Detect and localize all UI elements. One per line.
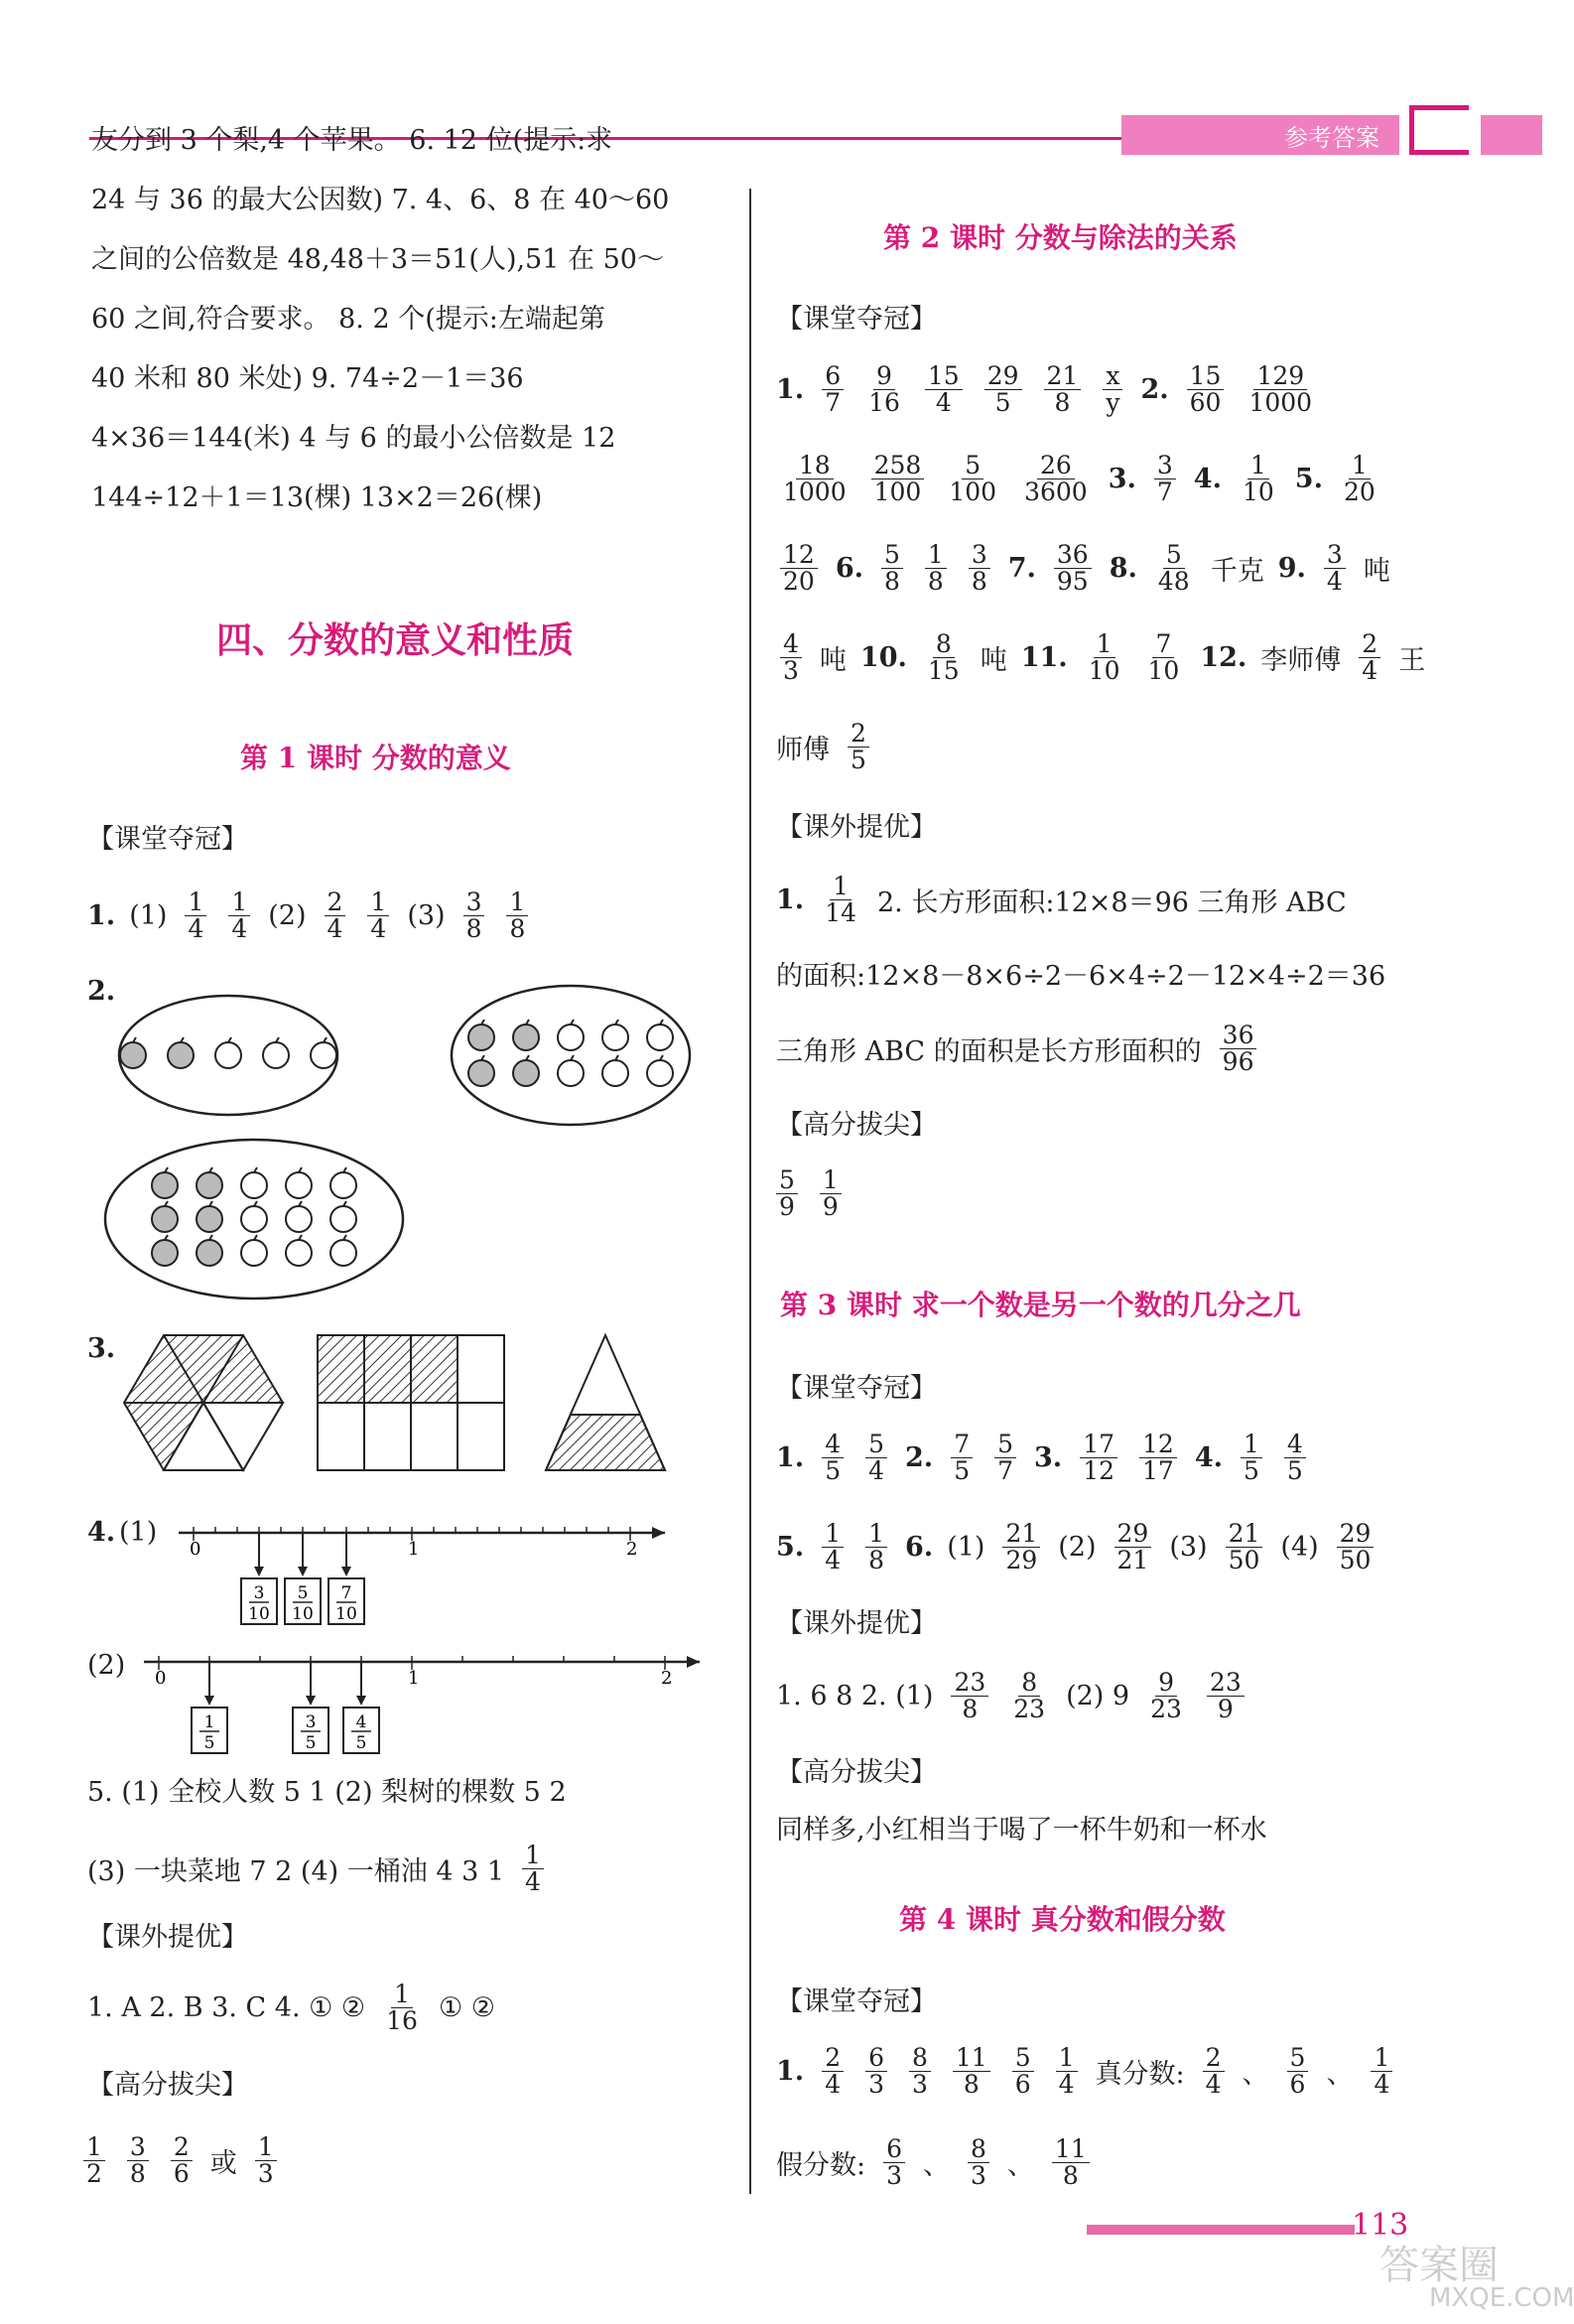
r-section-extra: 【课外提优】: [776, 812, 937, 843]
fraction: $\frac{1}{10}$: [1242, 451, 1274, 507]
lesson3-row1: [776, 1432, 1310, 1485]
lesson4-title: 第 4 课时 真分数和假分数: [899, 1903, 1226, 1936]
paragraph-line: 60 之间,符合要求。 8. 2 个(提示:左端起第: [91, 304, 605, 335]
fraction: $\frac{1}{8}$: [925, 542, 947, 596]
apple-icon: [647, 1060, 673, 1086]
lesson3-top-text: 同样多,小红相当于喝了一杯牛奶和一杯水: [776, 1815, 1267, 1846]
lesson2-row1: [776, 363, 1319, 417]
paragraph-line: 之间的公倍数是 48,48＋3＝51(人),51 在 50～: [91, 244, 664, 275]
fraction: $\frac{15}{4}$: [925, 363, 963, 417]
svg-text:5: 5: [305, 1733, 317, 1753]
paragraph-line: 144÷12＋1＝13(棵) 13×2＝26(棵): [91, 482, 543, 513]
apple-icon: [558, 1060, 584, 1086]
text: 2. 长方形面积:12×8＝96 三角形 ABC: [877, 888, 1347, 919]
text: (2): [268, 900, 307, 932]
paragraph-line: 4×36＝144(米) 4 与 6 的最小公倍数是 12: [91, 423, 616, 454]
section-top: 【高分拔尖】: [87, 2070, 248, 2101]
fraction: $\frac{2}{6}$: [171, 2134, 193, 2188]
fraction: $\frac{258}{100}$: [871, 453, 925, 506]
r-section-top: 【高分拔尖】: [776, 1110, 937, 1141]
text: 师傅: [776, 735, 830, 766]
tick-label: 1: [408, 1539, 420, 1560]
fraction: $\frac{21}{50}$: [1226, 1521, 1263, 1574]
fraction: $\frac{29}{5}$: [984, 363, 1022, 417]
apple-icon: [330, 1240, 356, 1266]
text: 9.: [1277, 553, 1306, 585]
text: 8.: [1109, 553, 1137, 585]
fraction: $\frac{1}{4}$: [822, 1521, 844, 1574]
apple-icon: [286, 1240, 312, 1266]
fraction: $\frac{2}{4}$: [325, 889, 346, 943]
svg-text:1: 1: [203, 1712, 215, 1732]
fraction: $\frac{8}{23}$: [1013, 1668, 1046, 1724]
apple-icon: [286, 1206, 312, 1232]
fraction: $\frac{9}{16}$: [868, 361, 900, 418]
lesson1-title: 第 1 课时 分数的意义: [240, 742, 511, 774]
fraction: $\frac{18}{1000}$: [783, 451, 847, 507]
lesson4-row2: [776, 2136, 1094, 2190]
fraction: $\frac{11}{8}$: [953, 2045, 990, 2099]
fraction: $\frac{17}{12}$: [1080, 1432, 1117, 1485]
text: 三角形 ABC 的面积是长方形面积的: [776, 1036, 1202, 1068]
apple-icon: [241, 1172, 267, 1198]
q5-line1: 5. (1) 全校人数 5 1 (2) 梨树的棵数 5 2: [87, 1777, 567, 1808]
header-label: 参考答案: [1284, 123, 1379, 152]
fraction: $\frac{3}{7}$: [1154, 453, 1176, 506]
svg-text:10: 10: [292, 1604, 314, 1624]
q4-label: 4.: [87, 1517, 116, 1548]
fraction: $\frac{1}{3}$: [255, 2134, 277, 2188]
q5-fraction: $\frac{1}{4}$: [522, 1843, 544, 1896]
apple-icon: [602, 1060, 628, 1086]
text: 3.: [1108, 464, 1136, 495]
extra-row2: 的面积:12×8－8×6÷2－6×4÷2－12×4÷2＝36: [776, 961, 1386, 992]
fraction: $\frac{1}{20}$: [1343, 451, 1376, 507]
apple-icon: [197, 1206, 222, 1232]
text: (1): [947, 1532, 985, 1564]
lesson3-row2: [776, 1521, 1377, 1574]
text: 吨: [980, 645, 1007, 677]
fraction: $\frac{3}{4}$: [1324, 542, 1346, 596]
text: 2.: [1140, 374, 1169, 406]
svg-text:10: 10: [335, 1604, 357, 1624]
fraction: $\frac{2}{5}$: [848, 721, 869, 774]
text: (2): [1058, 1532, 1097, 1564]
lesson2-row4: [776, 631, 1425, 685]
text: (1): [129, 900, 168, 932]
fraction: $\frac{36}{96}$: [1220, 1023, 1257, 1076]
lesson2-row2: [776, 453, 1382, 506]
tick-label: 1: [408, 1668, 420, 1689]
q3-label: 3.: [87, 1333, 116, 1364]
apple-icon: [263, 1042, 289, 1068]
text: 1.: [87, 900, 116, 932]
fraction: $\frac{2}{4}$: [1359, 631, 1380, 685]
text: 10.: [859, 642, 907, 674]
q2-apple-groups: [119, 983, 734, 1310]
apple-icon: [558, 1025, 584, 1050]
apple-icon: [468, 1025, 494, 1050]
fraction: $\frac{12}{20}$: [780, 542, 818, 596]
fraction: $\frac{5}{6}$: [1012, 2045, 1034, 2099]
apple-icon: [120, 1042, 146, 1068]
l4-section-classroom: 【课堂夺冠】: [776, 1986, 937, 2017]
number-line-2: [139, 1648, 715, 1757]
header-tab-icon: [1409, 105, 1469, 155]
text: 2.: [905, 1442, 934, 1474]
fraction: $\frac{6}{7}$: [822, 363, 844, 417]
q4-part2: (2): [87, 1650, 126, 1681]
watermark-logo: 答案圈: [1379, 2243, 1499, 2288]
left-q1: [87, 889, 532, 943]
text: 1.: [776, 885, 805, 916]
fraction: $\frac{2}{4}$: [1203, 2045, 1225, 2099]
fraction: $\frac{5}{4}$: [865, 1432, 887, 1485]
footer-bar: [1087, 2225, 1355, 2235]
text: 假分数:: [776, 2150, 866, 2182]
fraction: $\frac{12}{17}$: [1139, 1432, 1177, 1485]
lesson3-extra: [776, 1670, 1248, 1723]
fraction: $\frac{7}{10}$: [1147, 629, 1180, 686]
apple-icon: [286, 1172, 312, 1198]
apple-icon: [513, 1060, 539, 1086]
svg-text:5: 5: [297, 1583, 309, 1603]
fraction: $\frac{26}{3600}$: [1024, 451, 1088, 507]
section-classroom: 【课堂夺冠】: [87, 824, 248, 855]
apple-icon: [330, 1206, 356, 1232]
tick-label: 0: [190, 1539, 201, 1560]
apple-icon: [330, 1172, 356, 1198]
apple-icon: [152, 1206, 178, 1232]
fraction: $\frac{21}{8}$: [1044, 363, 1082, 417]
text: 吨: [1363, 556, 1390, 588]
q3-shaded-shapes: [119, 1325, 705, 1484]
fraction: $\frac{1}{8}$: [506, 889, 528, 943]
l3-section-extra: 【课外提优】: [776, 1608, 937, 1639]
extra-row1: [776, 874, 1347, 927]
text: 吨: [819, 645, 847, 677]
page-number: 113: [1352, 2208, 1409, 2243]
q4-part1: (1): [119, 1517, 158, 1548]
apple-icon: [152, 1240, 178, 1266]
fraction: $\frac{1}{8}$: [865, 1521, 887, 1574]
apple-icon: [241, 1240, 267, 1266]
extra-line: 1. A 2. B 3. C 4. ① ② $\frac{1}{16}$ ① ②: [87, 1980, 495, 2036]
apple-icon: [602, 1025, 628, 1050]
text: 、: [923, 2150, 951, 2182]
svg-text:5: 5: [203, 1733, 215, 1753]
apple-icon: [152, 1172, 178, 1198]
fraction: $\frac{29}{21}$: [1115, 1521, 1152, 1574]
q2-label: 2.: [87, 976, 116, 1007]
fraction: $\frac{1}{4}$: [185, 889, 206, 943]
apple-icon: [468, 1060, 494, 1086]
fraction: $\frac{4}{5}$: [822, 1432, 844, 1485]
fraction: $\frac{1}{2}$: [83, 2134, 105, 2188]
r-top-answers: [772, 1167, 846, 1221]
top-answers: [79, 2134, 281, 2188]
text: 、: [1326, 2059, 1354, 2091]
text: 1.: [776, 374, 805, 406]
header-end-block: [1481, 115, 1542, 155]
text: 6.: [905, 1532, 934, 1564]
fraction: $\frac{3}{8}$: [969, 542, 990, 596]
apple-icon: [168, 1042, 194, 1068]
fraction: $\frac{23}{9}$: [1207, 1670, 1245, 1723]
apple-icon: [311, 1042, 336, 1068]
text: 3.: [1034, 1442, 1063, 1474]
l3-section-classroom: 【课堂夺冠】: [776, 1373, 937, 1404]
fraction: $\frac{8}{3}$: [968, 2136, 989, 2190]
fraction: $\frac{4}{5}$: [1284, 1432, 1306, 1485]
text: (3): [1169, 1532, 1208, 1564]
lesson2-row5: [776, 721, 873, 774]
fraction: $\frac{1}{14}$: [825, 872, 856, 928]
fraction: $\frac{23}{8}$: [951, 1670, 988, 1723]
svg-text:5: 5: [355, 1733, 367, 1753]
apple-icon: [197, 1172, 222, 1198]
group-ellipse: [452, 986, 690, 1125]
fraction: $\frac{5}{7}$: [994, 1432, 1016, 1485]
arrow-icon: [652, 1527, 665, 1539]
fraction: $\frac{3}{8}$: [127, 2134, 149, 2188]
r-section-classroom: 【课堂夺冠】: [776, 304, 937, 335]
svg-text:3: 3: [253, 1583, 265, 1603]
text: 真分数:: [1095, 2059, 1185, 2091]
svg-text:4: 4: [355, 1712, 367, 1732]
fraction: $\frac{1}{10}$: [1088, 629, 1120, 686]
fraction: $\frac{6}{3}$: [883, 2136, 905, 2190]
fraction: $\frac{5}{48}$: [1157, 540, 1190, 597]
fraction: $\frac{5}{9}$: [776, 1167, 798, 1221]
fraction: $\frac{4}{3}$: [780, 631, 802, 685]
tick-label: 2: [626, 1539, 638, 1560]
apple-icon: [197, 1240, 222, 1266]
tick-label: 2: [661, 1668, 673, 1689]
fraction: $\frac{1}{4}$: [1056, 2045, 1078, 2099]
paragraph-line: 友分到 3 个梨,4 个苹果。 6. 12 位(提示:求: [91, 125, 613, 156]
number-line-1: [179, 1519, 695, 1628]
fraction: $\frac{9}{23}$: [1150, 1668, 1182, 1724]
text: 1.: [776, 2056, 805, 2088]
apple-icon: [241, 1206, 267, 1232]
text: 12.: [1200, 642, 1247, 674]
apple-icon: [513, 1025, 539, 1050]
fraction: $\frac{129}{1000}$: [1248, 361, 1313, 418]
fraction: $\frac{7}{5}$: [951, 1432, 973, 1485]
extra-fraction: $\frac{1}{16}$: [386, 1980, 418, 2036]
lesson2-title: 第 2 课时 分数与除法的关系: [883, 221, 1238, 254]
lesson3-title: 第 3 课时 求一个数是另一个数的几分之几: [780, 1289, 1301, 1321]
text: 11.: [1020, 642, 1068, 674]
column-divider: [749, 189, 751, 2194]
fraction: $\frac{11}{8}$: [1052, 2136, 1090, 2190]
fraction: $\frac{29}{50}$: [1337, 1521, 1375, 1574]
apple-icon: [215, 1042, 241, 1068]
lesson4-row1: [776, 2045, 1396, 2099]
fraction: $\frac{x}{y}$: [1103, 363, 1122, 417]
svg-text:10: 10: [248, 1604, 270, 1624]
fraction: $\frac{8}{15}$: [927, 629, 960, 686]
fraction: $\frac{5}{100}$: [949, 451, 997, 507]
fraction: $\frac{1}{4}$: [1371, 2045, 1392, 2099]
fraction: $\frac{36}{95}$: [1054, 542, 1092, 596]
header-label-box: [1121, 115, 1399, 155]
text: 4.: [1193, 464, 1222, 495]
text: 、: [1006, 2150, 1034, 2182]
fraction: $\frac{1}{4}$: [367, 889, 389, 943]
arrow-icon: [687, 1656, 700, 1668]
fraction: $\frac{1}{5}$: [1241, 1432, 1262, 1485]
fraction: $\frac{5}{6}$: [1287, 2045, 1309, 2099]
extra-row3: [776, 1023, 1260, 1076]
svg-text:7: 7: [340, 1583, 352, 1603]
text: 1. 6 8 2. (1): [776, 1681, 934, 1712]
paragraph-line: 24 与 36 的最大公因数) 7. 4、6、8 在 40～60: [91, 185, 670, 215]
text: 6.: [835, 553, 863, 585]
q5-line2: (3) 一块菜地 7 2 (4) 一桶油 4 3 1 $\frac{1}{4}$: [87, 1843, 548, 1896]
lesson2-row3: [776, 542, 1390, 596]
text: 7.: [1007, 553, 1036, 585]
section-extra: 【课外提优】: [87, 1922, 248, 1953]
text: 王: [1398, 645, 1426, 677]
fraction: $\frac{8}{3}$: [909, 2045, 931, 2099]
text: 千克: [1210, 556, 1264, 588]
rectangle-shape: [318, 1335, 504, 1470]
text: (4): [1280, 1532, 1319, 1564]
fraction: $\frac{1}{9}$: [820, 1167, 842, 1221]
text: 、: [1242, 2059, 1269, 2091]
triangle-shape: [546, 1335, 665, 1470]
text: (2) 9: [1066, 1681, 1130, 1712]
fraction: $\frac{15}{60}$: [1187, 363, 1225, 417]
apple-icon: [647, 1025, 673, 1050]
text: 李师傅: [1260, 645, 1342, 677]
fraction: $\frac{21}{29}$: [1002, 1521, 1040, 1574]
svg-text:3: 3: [305, 1712, 317, 1732]
fraction: $\frac{3}{8}$: [463, 889, 485, 943]
text: (3): [407, 900, 446, 932]
watermark-url: MXQE.COM: [1429, 2283, 1574, 2313]
chapter-title: 四、分数的意义和性质: [216, 619, 575, 661]
fraction: $\frac{5}{8}$: [881, 542, 903, 596]
text: 4.: [1194, 1442, 1223, 1474]
text: 5.: [776, 1532, 805, 1564]
fraction: $\frac{2}{4}$: [822, 2045, 844, 2099]
paragraph-line: 40 米和 80 米处) 9. 74÷2－1＝36: [91, 363, 524, 394]
text: 5.: [1294, 464, 1323, 495]
fraction: $\frac{6}{3}$: [865, 2045, 887, 2099]
text: 或: [209, 2148, 237, 2180]
fraction: $\frac{1}{4}$: [228, 889, 250, 943]
tick-label: 0: [155, 1668, 167, 1689]
text: 1.: [776, 1442, 805, 1474]
l3-section-top: 【高分拔尖】: [776, 1757, 937, 1788]
